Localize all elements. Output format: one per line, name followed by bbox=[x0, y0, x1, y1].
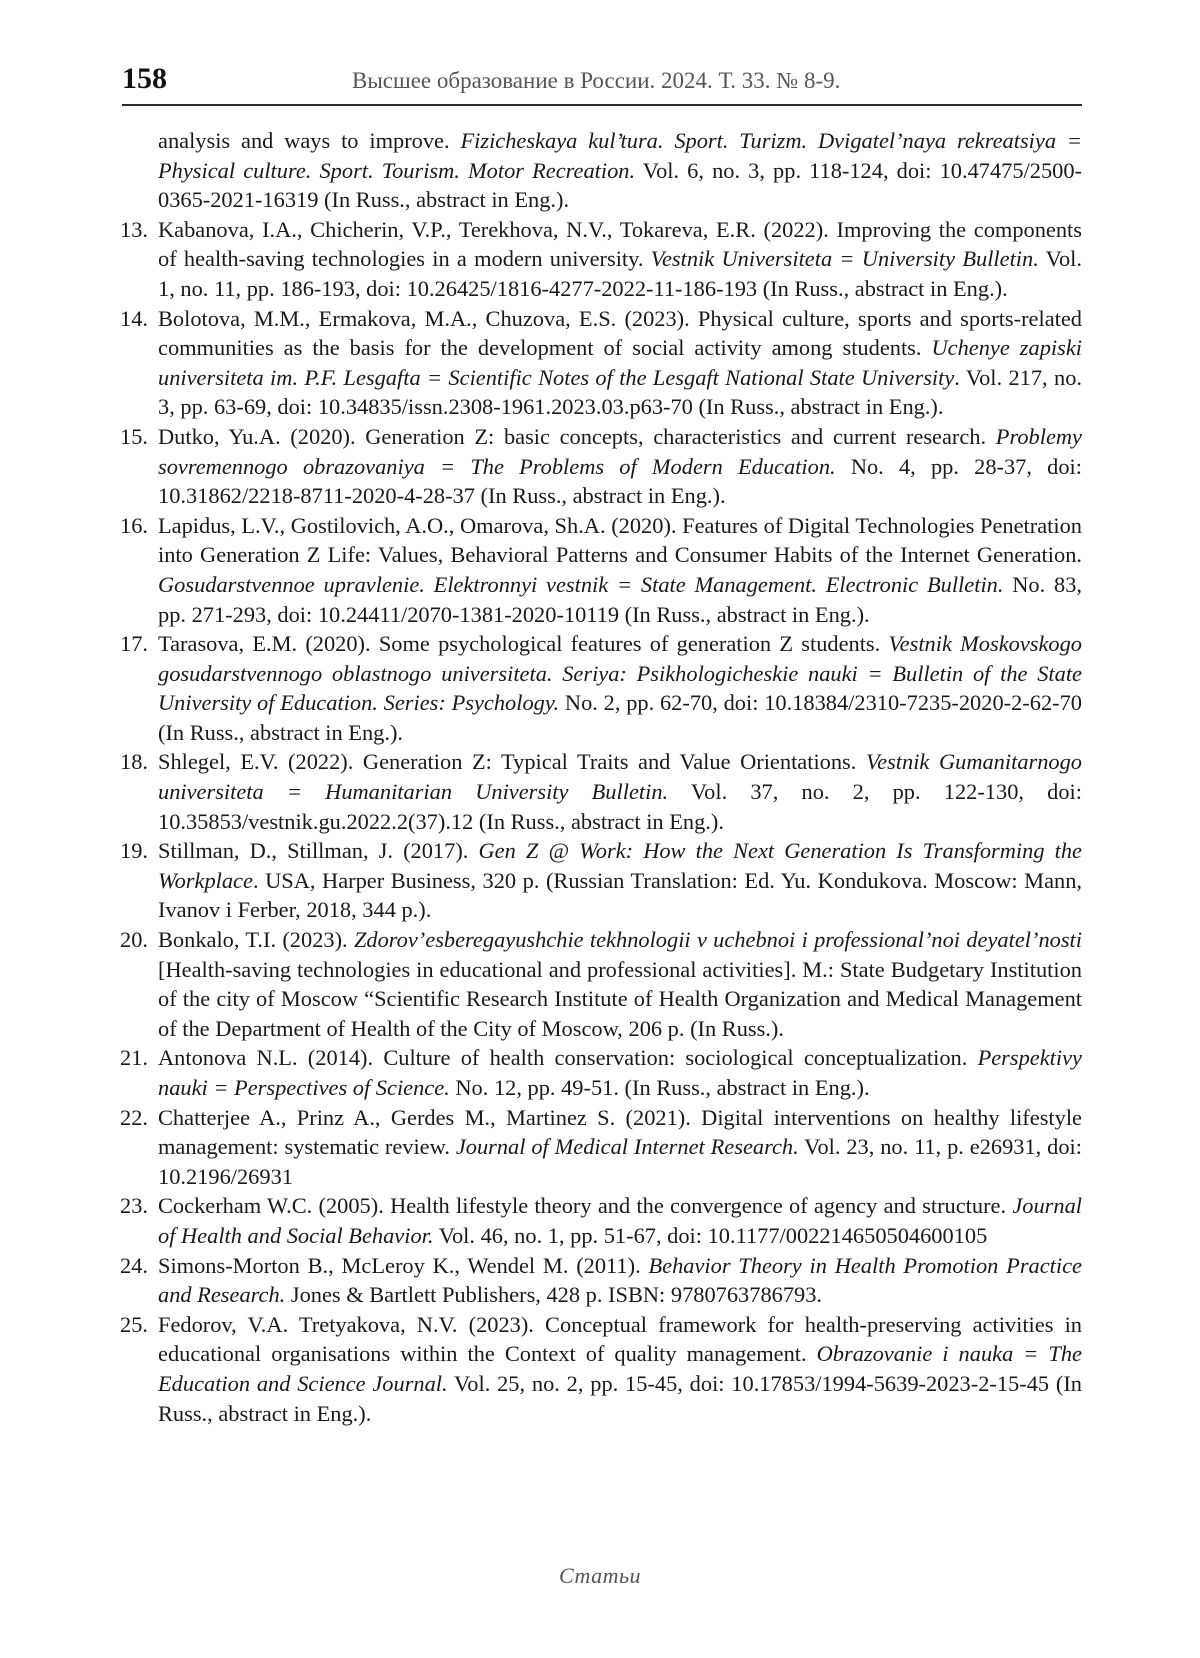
reference-item bbox=[122, 304, 1082, 422]
reference-item bbox=[122, 925, 1082, 1043]
reference-item bbox=[122, 511, 1082, 629]
reference-text: Simons-Morton B., McLeroy K., Wendel M. (2011). bbox=[158, 1252, 649, 1278]
reference-text: No. 2, pp. 62-70, doi: 10.18384/2310-7235-2020-2-62-70 (In Russ., abstract in Eng.). bbox=[158, 690, 1082, 745]
reference-text: Cockerham W.C. (2005). Health lifestyle theory and the convergence of agency and structure. bbox=[158, 1193, 1013, 1219]
reference-text: Vol. 25, no. 2, pp. 15-45, doi: 10.17853/1994-5639-2023-2-15-45 (In Russ., abstract in Eng.). bbox=[158, 1370, 1082, 1426]
reference-text: Chatterjee A., Prinz A., Gerdes M., Martinez S. (2021). Digital interventions on healthy lifestyle management: systematic review. bbox=[158, 1104, 1082, 1160]
reference-text: Dutko, Yu.A. (2020). Generation Z: basic concepts, characteristics and current research. bbox=[158, 423, 996, 449]
reference-number: 18. bbox=[120, 749, 148, 775]
reference-item bbox=[122, 629, 1082, 747]
reference-number: 21. bbox=[120, 1045, 148, 1071]
reference-number: 15. bbox=[120, 423, 148, 449]
reference-item bbox=[122, 215, 1082, 304]
reference-text: . Vol. 217, no. 3, pp. 63-69, doi: 10.34835/issn.2308-1961.2023.03.p63-70 (In Russ., abstract in Eng.). bbox=[158, 364, 1082, 420]
reference-text: Vol. 6, no. 3, pp. 118-124, doi: 10.47475/2500-0365-2021-16319 (In Russ., abstract in Eng.). bbox=[158, 157, 1082, 213]
reference-source: Zdorov’esberegayushchie tekhnologii v uchebnoi i professional’noi deyatel’nosti bbox=[353, 927, 1082, 953]
reference-item bbox=[122, 126, 1082, 215]
reference-text: Shlegel, E.V. (2022). Generation Z: Typical Traits and Value Orientations. bbox=[158, 749, 866, 775]
reference-item bbox=[122, 422, 1082, 511]
reference-source: Fizicheskaya kul’tura. Sport. Turizm. Dvigatel’naya rekreatsiya = Physical culture. Sport. Tourism. Motor Recreation. bbox=[158, 128, 1082, 183]
reference-text: Stillman, D., Stillman, J. (2017). bbox=[158, 838, 479, 864]
reference-source: Obrazovanie i nauka = The Education and Science Journal. bbox=[158, 1341, 1082, 1396]
reference-source: Vestnik Universiteta = University Bulletin. bbox=[650, 246, 1039, 272]
reference-source: Vestnik Moskovskogo gosudarstvennogo oblastnogo universiteta. Seriya: Psikhologicheskie nauki = Bulletin of the State University of Education. Series: Psychology. bbox=[158, 631, 1083, 716]
reference-text: Lapidus, L.V., Gostilovich, A.O., Omarova, Sh.A. (2020). Features of Digital Technologies Penetration into Generation Z Life: Values, Behavioral Patterns and Consumer Habits of the Internet Generation. bbox=[158, 512, 1082, 568]
reference-number: 24. bbox=[120, 1252, 148, 1278]
reference-text: Vol. 46, no. 1, pp. 51-67, doi: 10.1177/002214650504600105 bbox=[433, 1222, 988, 1248]
reference-text: Bonkalo, T.I. (2023). bbox=[158, 927, 354, 953]
reference-source: Gosudarstvennoe upravlenie. Elektronnyi vestnik = State Management. Electronic Bulletin. bbox=[158, 571, 1004, 597]
reference-text: Vol. 37, no. 2, pp. 122-130, doi: 10.35853/vestnik.gu.2022.2(37).12 (In Russ., abstract in Eng.). bbox=[158, 779, 1082, 834]
reference-item bbox=[122, 1103, 1082, 1192]
reference-text: analysis and ways to improve. bbox=[158, 128, 461, 153]
reference-source: Journal of Health and Social Behavior. bbox=[158, 1193, 1082, 1248]
reference-item bbox=[122, 747, 1082, 836]
reference-text: Kabanova, I.A., Chicherin, V.P., Terekhova, N.V., Tokareva, E.R. (2022). Improving the components of health-saving technologies in a modern university. bbox=[158, 216, 1082, 272]
section-footer: Статьи bbox=[558, 1563, 642, 1588]
reference-list bbox=[122, 126, 1082, 1428]
reference-source: Problemy sovremennogo obrazovaniya = The Problems of Modern Education. bbox=[158, 423, 1082, 479]
reference-source: Behavior Theory in Health Promotion Practice and Research. bbox=[158, 1252, 1082, 1308]
reference-text: . USA, Harper Business, 320 p. (Russian Translation: Ed. Yu. Kondukova. Moscow: Mann, Ivanov i Ferber, 2018, 344 p.). bbox=[158, 867, 1082, 923]
reference-item bbox=[122, 1251, 1082, 1310]
reference-source: Vestnik Gumanitarnogo universiteta = Humanitarian University Bulletin. bbox=[158, 749, 1083, 805]
reference-item bbox=[122, 1043, 1082, 1102]
reference-item bbox=[122, 836, 1082, 925]
reference-text: No. 12, pp. 49-51. (In Russ., abstract in Eng.). bbox=[449, 1075, 870, 1100]
reference-source: Uchenye zapiski universiteta im. P.F. Lesgafta = Scientific Notes of the Lesgaft National State University bbox=[158, 335, 1083, 390]
reference-source: Perspektivy nauki = Perspectives of Science. bbox=[158, 1045, 1082, 1100]
reference-number: 16. bbox=[120, 512, 148, 538]
reference-number: 25. bbox=[120, 1311, 148, 1337]
page-number: 158 bbox=[122, 62, 167, 95]
reference-text: Bolotova, M.M., Ermakova, M.A., Chuzova, E.S. (2023). Physical culture, sports and sports-related communities as the basis for the development of social activity among students. bbox=[158, 305, 1082, 361]
reference-number: 14. bbox=[120, 305, 148, 331]
reference-text: No. 83, pp. 271-293, doi: 10.24411/2070-1381-2020-10119 (In Russ., abstract in Eng.). bbox=[158, 571, 1082, 627]
reference-number: 23. bbox=[120, 1193, 148, 1219]
reference-text: Jones & Bartlett Publishers, 428 p. ISBN: 9780763786793. bbox=[285, 1282, 823, 1308]
reference-number: 17. bbox=[120, 631, 148, 657]
reference-text: Fedorov, V.A. Tretyakova, N.V. (2023). Conceptual framework for health-preserving activities in educational organisations within the Context of quality management. bbox=[158, 1311, 1082, 1367]
reference-text: Antonova N.L. (2014). Culture of health conservation: sociological conceptualization. bbox=[158, 1045, 978, 1071]
reference-number: 20. bbox=[120, 927, 148, 953]
reference-source: Journal of Medical Internet Research. bbox=[455, 1134, 799, 1160]
reference-number: 13. bbox=[120, 216, 148, 242]
journal-title: Высшее образование в России. 2024. Т. 33. № 8-9. bbox=[352, 68, 841, 93]
reference-text: No. 4, pp. 28-37, doi: 10.31862/2218-8711-2020-4-28-37 (In Russ., abstract in Eng.). bbox=[158, 453, 1083, 509]
reference-source: Gen Z @ Work: How the Next Generation Is Transforming the Workplace bbox=[158, 838, 1082, 893]
reference-item bbox=[122, 1310, 1082, 1428]
reference-text: [Health-saving technologies in educational and professional activities]. M.: State Budgetary Institution of the city of Moscow “Scientific Research Institute of Health Organization and Medical Management of the Department of Health of the City of Moscow, 206 p. (In Russ.). bbox=[158, 956, 1082, 1041]
running-header bbox=[122, 58, 1082, 106]
reference-number: 22. bbox=[120, 1104, 148, 1130]
reference-item bbox=[122, 1191, 1082, 1250]
reference-text: Vol. 1, no. 11, pp. 186-193, doi: 10.26425/1816-4277-2022-11-186-193 (In Russ., abstract in Eng.). bbox=[158, 246, 1082, 301]
reference-number: 19. bbox=[120, 838, 148, 864]
reference-text: Tarasova, E.M. (2020). Some psychological features of generation Z students. bbox=[158, 631, 889, 657]
reference-text: Vol. 23, no. 11, p. e26931, doi: 10.2196/26931 bbox=[158, 1134, 1082, 1189]
